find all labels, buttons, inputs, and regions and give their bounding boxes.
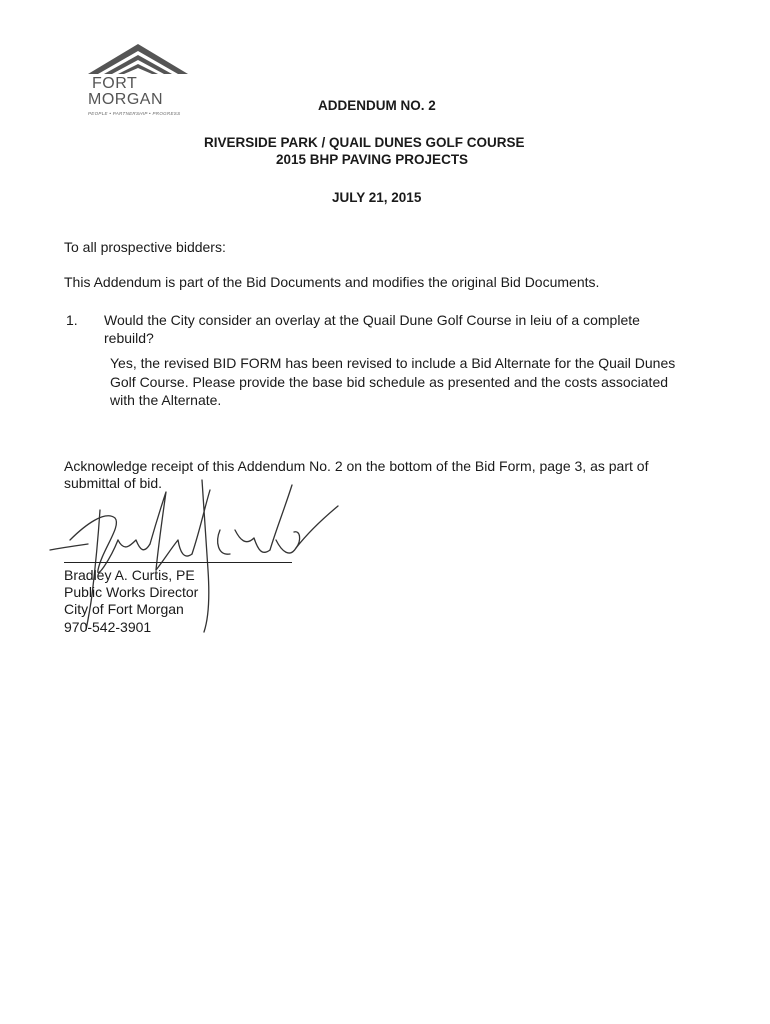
acknowledge-line: Acknowledge receipt of this Addendum No. 2 on the bottom of the Bid Form, page 3, as part of <box>64 458 649 474</box>
project-title-line2: 2015 BHP PAVING PROJECTS <box>276 152 469 167</box>
roof-chevron-icon <box>82 40 192 80</box>
acknowledge-line: submittal of bid. <box>64 475 163 491</box>
question-line: Would the City consider an overlay at the Quail Dune Golf Course in leiu of a complete <box>104 312 640 328</box>
signatory-organization: City of Fort Morgan <box>64 601 184 617</box>
signatory-title: Public Works Director <box>64 584 199 600</box>
intro-paragraph: This Addendum is part of the Bid Documents and modifies the original Bid Documents. <box>64 274 600 290</box>
addendum-number: ADDENDUM NO. 2 <box>318 98 436 113</box>
salutation: To all prospective bidders: <box>64 239 226 255</box>
question-line: rebuild? <box>104 330 154 346</box>
answer-line: Golf Course. Please provide the base bid schedule as presented and the costs associated <box>110 374 669 390</box>
signatory-name: Bradley A. Curtis, PE <box>64 567 195 583</box>
logo-word-morgan: MORGAN <box>88 91 163 108</box>
logo-tagline: PEOPLE • PARTNERSHIP • PROGRESS <box>88 111 181 116</box>
answer-line: with the Alternate. <box>110 392 222 408</box>
logo-word-fort: FORT <box>92 75 138 92</box>
fort-morgan-logo <box>82 40 192 120</box>
document-date: JULY 21, 2015 <box>332 190 422 205</box>
answer-line: Yes, the revised BID FORM has been revised to include a Bid Alternate for the Quail Dunes <box>110 355 676 371</box>
signatory-phone: 970-542-3901 <box>64 619 152 635</box>
item-number: 1. <box>66 312 78 328</box>
signature-line <box>64 562 292 563</box>
project-title-line1: RIVERSIDE PARK / QUAIL DUNES GOLF COURSE <box>204 135 525 150</box>
